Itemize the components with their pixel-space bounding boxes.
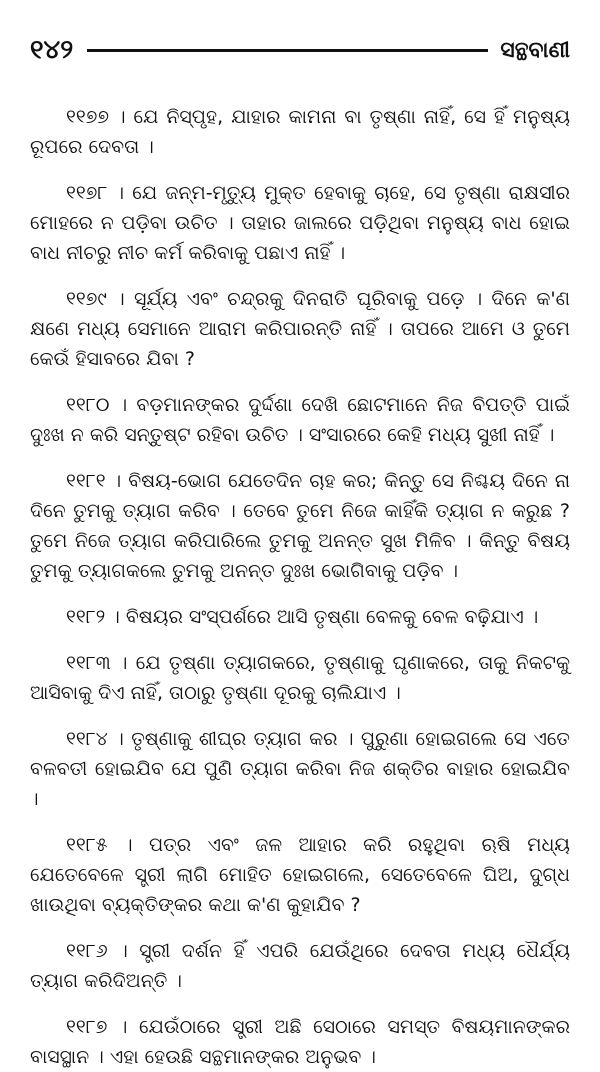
entry-text: ବଡ଼ମାନଙ୍କର ଦୁର୍ଦ୍ଦଶା ଦେଖି ଛୋଟମାନେ ନିଜ ବିପତ୍ତି ପାଇଁ ଦୁଃଖ ନ କରି ସନ୍ତୁଷ୍ଟ ରହିବା ଉଚିତ । ସଂସାରରେ କେହି ମଧ୍ୟ ସୁଖୀ ନାହିଁ । [30,394,571,446]
entry-number: ୧୧୮୫ । [66,834,133,856]
entry-1185 [30,830,570,920]
entry-text: ଯେ ନିସ୍ପୃହ, ଯାହାର କାମନା ବା ତୃଷ୍ଣା ନାହିଁ, ସେ ହିଁ ମନୁଷ୍ୟ ରୂପରେ ଦେବତା । [30,106,570,158]
entry-1183 [30,648,570,708]
entry-number: ୧୧୭୭ । [66,106,126,128]
entry-number: ୧୧୮୬ । [66,940,128,962]
entry-1182 [30,602,570,632]
entry-text: ବିଷୟ-ଭୋଗ ଯେତେଦିନ ଚାହ କର; କିନ୍ତୁ ସେ ନିଶ୍ଚୟ ଦିନେ ନା ଦିନେ ତୁମକୁ ତ୍ୟାଗ କରିବ । ତେବେ ତୁମେ ନିଜେ କାହିଁକି ତ୍ୟାଗ ନ କରୁଛ ? ତୁମେ ନିଜେ ତ୍ୟାଗ କରିପାରିଲେ ତୁମକୁ ଅନନ୍ତ ସୁଖ ମିଳିବ । କିନ୍ତୁ ବିଷୟ ତୁମକୁ ତ୍ୟାଗକଲେ ତୁମକୁ ଅନନ୍ତ ଦୁଃଖ ଭୋଗିବାକୁ ପଡ଼ିବ । [30,470,570,582]
header-rule [87,49,488,52]
entry-1184 [30,724,570,814]
page-header [30,30,570,70]
entry-number: ୧୧୭୮ । [66,182,125,204]
entry-number: ୧୧୮୪ । [66,728,124,750]
entry-1187 [30,1012,570,1072]
entry-1177 [30,102,570,162]
page-number: ୧୪୨ [30,34,74,65]
entry-number: ୧୧୮୭ । [66,1016,128,1038]
entry-number: ୧୧୮୧ । [66,470,122,492]
entry-text: ଯେ ତୃଷ୍ଣା ତ୍ୟାଗକରେ, ତୃଷ୍ଣାକୁ ଘୃଣାକରେ, ତାକୁ ନିକଟକୁ ଆସିବାକୁ ଦିଏ ନାହିଁ, ତାଠାରୁ ତୃଷ୍ଣା ଦୂରକୁ ଚାଲିଯାଏ । [30,652,570,704]
running-title: ସନ୍ଥବାଣୀ [500,37,570,63]
entry-text: ତୃଷ୍ଣାକୁ ଶୀଘ୍ର ତ୍ୟାଗ କର । ପୁରୁଣା ହୋଇଗଲେ ସେ ଏତେ ବଳବତୀ ହୋଇଯିବ ଯେ ପୁଣି ତ୍ୟାଗ କରିବା ନିଜ ଶକ୍ତିର ବାହାର ହୋଇଯିବ । [30,728,570,810]
entry-text: ବିଷୟର ସଂସ୍ପର୍ଶରେ ଆସି ତୃଷ୍ଣା ବେଳକୁ ବେଳ ବଢ଼ିଯାଏ । [125,606,539,628]
entry-number: ୧୧୮୨ । [66,606,120,628]
entries-list [30,102,570,1072]
entry-text: ପତ୍ର ଏବଂ ଜଳ ଆହାର କରି ରହୁଥିବା ଋଷି ମଧ୍ୟ ଯେତେବେଳେ ସ୍ତ୍ରୀ ଲାଗି ମୋହିତ ହୋଇଗଲେ, ସେତେବେଳେ ଘିଅ, ଦୁଗ୍ଧ ଖାଉଥିବା ବ୍ୟକ୍ତିଙ୍କର କଥା କ'ଣ କୁହାଯିବ ? [30,834,570,916]
entry-text: ଯେଉଁଠାରେ ସ୍ତ୍ରୀ ଅଛି ସେଠାରେ ସମସ୍ତ ବିଷୟମାନଙ୍କର ବାସସ୍ଥାନ । ଏହା ହେଉଛି ସନ୍ଥମାନଙ୍କର ଅନୁଭବ । [30,1016,570,1068]
entry-1186 [30,936,570,996]
entry-1179 [30,284,570,374]
entry-1181 [30,466,570,586]
entry-1180 [30,390,570,450]
entry-1178 [30,178,570,268]
entry-text: ସୂର୍ଯ୍ୟ ଏବଂ ଚନ୍ଦ୍ରକୁ ଦିନରାତି ଘୂରିବାକୁ ପଡ଼େ । ଦିନେ କ'ଣ କ୍ଷଣେ ମଧ୍ୟ ସେମାନେ ଆରାମ କରିପାରନ୍ତି ନାହିଁ । ତାପରେ ଆମେ ଓ ତୁମେ କେଉଁ ହିସାବରେ ଯିବା ? [30,288,570,370]
entry-text: ଯେ ଜନ୍ମ-ମୃତ୍ୟୁ ମୁକ୍ତ ହେବାକୁ ଚାହେ, ସେ ତୃଷ୍ଣା ରାକ୍ଷସୀର ମୋହରେ ନ ପଡ଼ିବା ଉଚିତ । ତାହାର ଜାଲରେ ପଡ଼ିଥିବା ମନୁଷ୍ୟ ବାଧ ହୋଇ ବାଧ ନୀଚରୁ ନୀଚ କର୍ମ କରିବାକୁ ପଛାଏ ନାହିଁ । [30,182,571,264]
entry-number: ୧୧୮୩ । [66,652,128,674]
entry-text: ସ୍ତ୍ରୀ ଦର୍ଶନ ହିଁ ଏପରି ଯେଉଁଥିରେ ଦେବତା ମଧ୍ୟ ଧୈର୍ଯ୍ୟ ତ୍ୟାଗ କରିଦିଅନ୍ତି । [30,940,570,992]
entry-number: ୧୧୮୦ । [66,394,128,416]
entry-number: ୧୧୭୯ । [66,288,125,310]
